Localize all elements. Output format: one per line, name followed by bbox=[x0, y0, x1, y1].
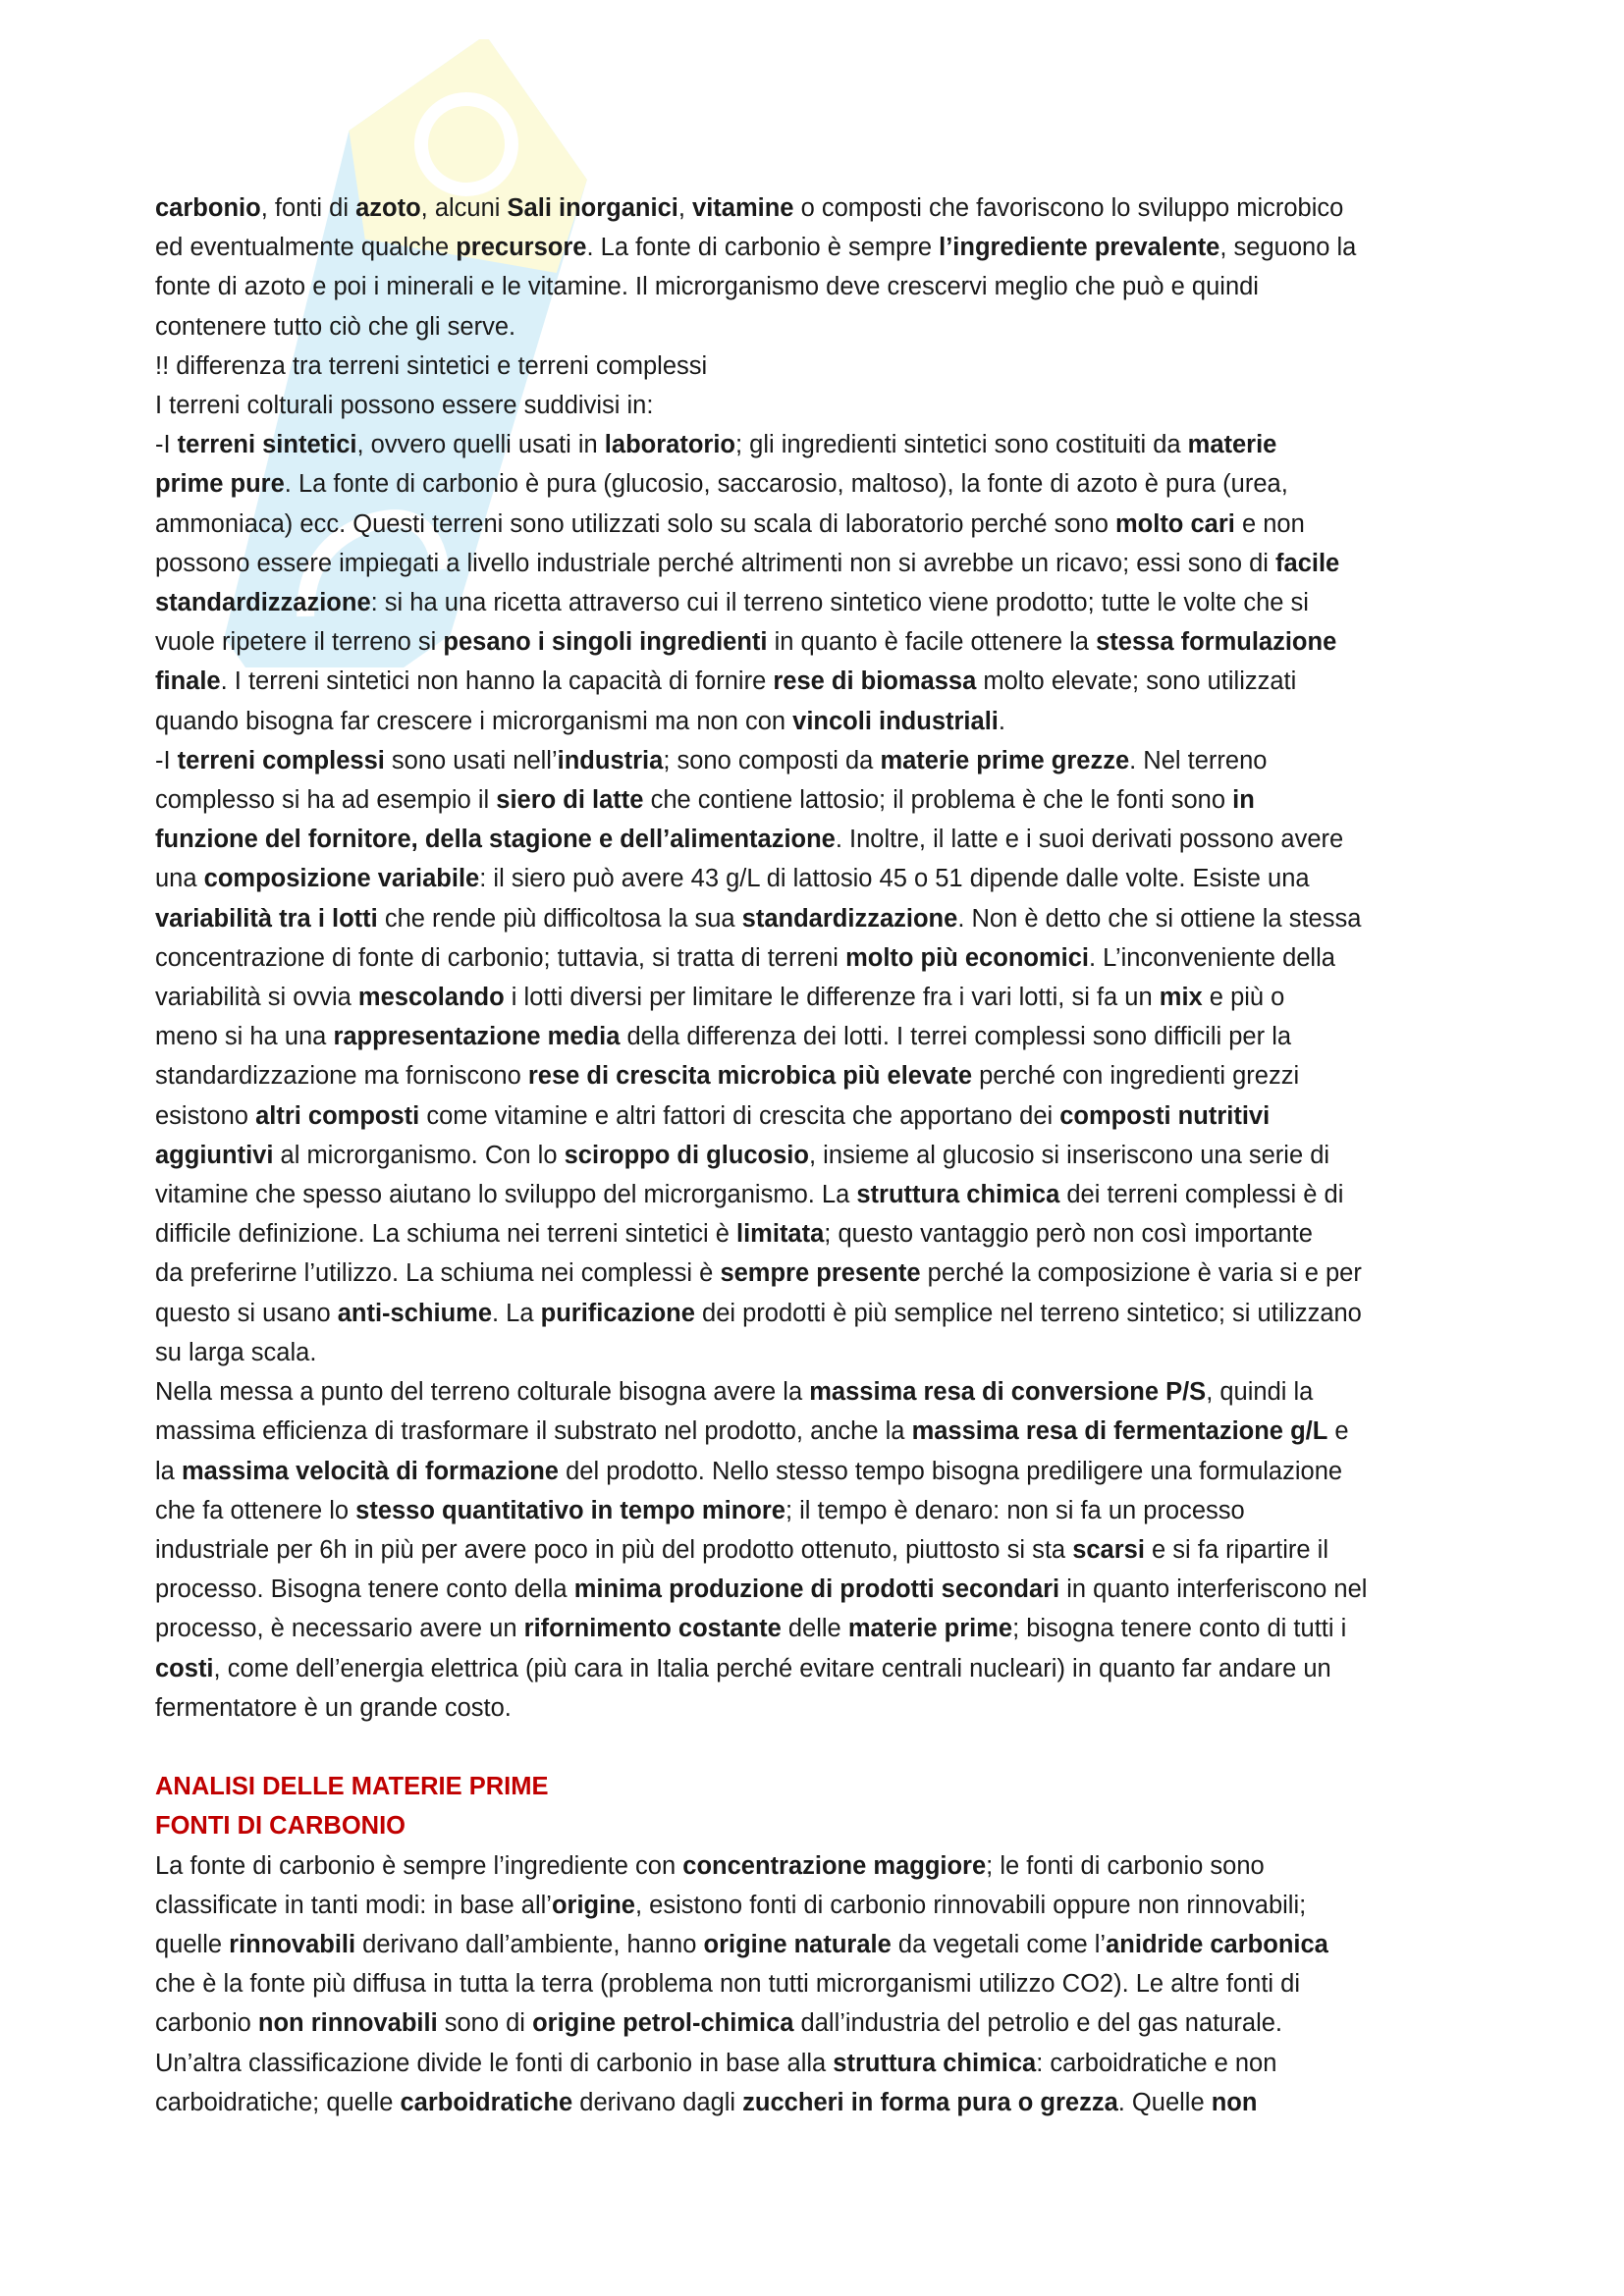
bold-term: siero di latte bbox=[496, 786, 644, 815]
text-run: o composti che favoriscono lo sviluppo microbico bbox=[793, 194, 1344, 222]
bold-term: origine naturale bbox=[703, 1930, 892, 1958]
text-run: che fa ottenere lo bbox=[155, 1496, 356, 1524]
bold-term: struttura chimica bbox=[833, 2049, 1037, 2077]
bold-term: scarsi bbox=[1072, 1535, 1145, 1564]
text-line bbox=[155, 1688, 1481, 1728]
text-run: perché la composizione è varia si e per bbox=[920, 1259, 1362, 1288]
text-line bbox=[155, 1530, 1481, 1570]
bold-term: massima velocità di formazione bbox=[181, 1457, 559, 1485]
text-run: . La fonte di carbonio è pura (glucosio, saccarosio, maltoso), la fonte di azoto è pura (urea, bbox=[284, 470, 1288, 499]
bold-term: carboidratiche bbox=[400, 2088, 573, 2116]
text-line bbox=[155, 2003, 1481, 2043]
text-line bbox=[155, 1649, 1481, 1688]
bold-term: laboratorio bbox=[604, 431, 735, 459]
text-run: . Quelle bbox=[1117, 2088, 1212, 2116]
text-line bbox=[155, 938, 1481, 978]
bold-term: rinnovabili bbox=[229, 1930, 356, 1958]
text-line bbox=[155, 780, 1481, 820]
text-run: e più o bbox=[1202, 984, 1285, 1012]
bold-term: molto cari bbox=[1114, 509, 1235, 538]
bold-term: azoto bbox=[355, 194, 421, 222]
text-run: quelle bbox=[155, 1930, 230, 1958]
text-line bbox=[155, 386, 1481, 425]
text-line bbox=[155, 425, 1481, 464]
bold-term: origine petrol-chimica bbox=[532, 2009, 794, 2038]
bold-term: molto più economici bbox=[845, 943, 1089, 972]
bold-term: sciroppo di glucosio bbox=[564, 1141, 809, 1169]
text-line bbox=[155, 1056, 1481, 1095]
text-run: . Nel terreno bbox=[1129, 746, 1268, 774]
bold-term: stessa formulazione bbox=[1096, 628, 1337, 657]
bold-term: aggiuntivi bbox=[155, 1141, 274, 1169]
bold-term: vincoli industriali bbox=[792, 707, 999, 735]
text-run: . Inoltre, il latte e i suoi derivati possono avere bbox=[835, 826, 1344, 854]
text-run: La fonte di carbonio è sempre l’ingrediente con bbox=[155, 1851, 683, 1880]
blank-line bbox=[155, 1728, 1481, 1767]
bold-term: massima resa di conversione P/S bbox=[809, 1378, 1207, 1407]
bold-term: rifornimento costante bbox=[523, 1615, 782, 1643]
text-run: delle bbox=[781, 1615, 848, 1643]
document-page bbox=[155, 188, 1481, 2122]
bold-term: rappresentazione media bbox=[333, 1023, 621, 1051]
bold-term: precursore bbox=[456, 234, 587, 262]
text-run: ; le fonti di carbonio sono bbox=[986, 1851, 1265, 1880]
text-run: Nella messa a punto del terreno colturale bisogna avere la bbox=[155, 1378, 810, 1407]
text-line bbox=[155, 1491, 1481, 1530]
text-line bbox=[155, 1372, 1481, 1412]
text-run: , come dell’energia elettrica (più cara in Italia perché evitare centrali nucleari) in quanto far andare un bbox=[213, 1654, 1331, 1682]
text-line bbox=[155, 1333, 1481, 1372]
text-line bbox=[155, 583, 1481, 622]
section-heading: FONTI DI CARBONIO bbox=[155, 1812, 406, 1841]
text-run: e non bbox=[1234, 509, 1305, 538]
text-run: . L’inconveniente della bbox=[1089, 943, 1335, 972]
text-run: . La fonte di carbonio è sempre bbox=[586, 234, 940, 262]
text-line bbox=[155, 1570, 1481, 1609]
text-run: ; sono composti da bbox=[663, 746, 881, 774]
bold-term: costi bbox=[155, 1654, 214, 1682]
bold-term: in bbox=[1232, 786, 1255, 815]
text-run: esistono bbox=[155, 1101, 256, 1130]
text-line bbox=[155, 1412, 1481, 1451]
text-run: che contiene lattosio; il problema è che le fonti sono bbox=[643, 786, 1233, 815]
bold-term: standardizzazione bbox=[155, 589, 371, 617]
text-line bbox=[155, 188, 1481, 228]
bold-term: zuccheri in forma pura o grezza bbox=[742, 2088, 1118, 2116]
bold-term: anidride carbonica bbox=[1106, 1930, 1328, 1958]
text-run: ammoniaca) ecc. Questi terreni sono utilizzati solo su scala di laboratorio perché sono bbox=[155, 509, 1115, 538]
text-run: , quindi la bbox=[1206, 1378, 1314, 1407]
bold-term: l’ingrediente prevalente bbox=[939, 234, 1220, 262]
text-run: possono essere impiegati a livello industriale perché altrimenti non si avrebbe un ricavo; essi sono di bbox=[155, 549, 1276, 577]
text-run: : carboidratiche e non bbox=[1036, 2049, 1277, 2077]
bold-term: composti nutritivi bbox=[1059, 1101, 1271, 1130]
text-run: e si fa ripartire il bbox=[1144, 1535, 1328, 1564]
bold-term: Sali inorganici bbox=[507, 194, 678, 222]
bold-term: facile bbox=[1275, 549, 1340, 577]
bold-term: sempre presente bbox=[720, 1259, 921, 1288]
bold-term: purificazione bbox=[540, 1299, 695, 1327]
bold-term: mescolando bbox=[357, 984, 505, 1012]
bold-term: rese di crescita microbica più elevate bbox=[527, 1062, 973, 1091]
text-line bbox=[155, 1846, 1481, 1886]
text-run: carbonio bbox=[155, 2009, 258, 2038]
text-run: , ovvero quelli usati in bbox=[356, 431, 605, 459]
text-line bbox=[155, 464, 1481, 504]
text-run: , fonti di bbox=[260, 194, 356, 222]
bold-term: terreni complessi bbox=[177, 746, 385, 774]
bold-term: minima produzione di prodotti secondari bbox=[573, 1575, 1060, 1604]
text-run: !! differenza tra terreni sintetici e terreni complessi bbox=[155, 351, 708, 380]
text-run: molto elevate; sono utilizzati bbox=[976, 667, 1297, 696]
bold-term: massima resa di fermentazione g/L bbox=[911, 1417, 1328, 1446]
text-run: I terreni colturali possono essere suddivisi in: bbox=[155, 392, 654, 420]
text-run: e bbox=[1327, 1417, 1349, 1446]
text-line bbox=[155, 820, 1481, 859]
text-run: da vegetali come l’ bbox=[891, 1930, 1107, 1958]
text-run: variabilità si ovvia bbox=[155, 984, 358, 1012]
text-run: ; questo vantaggio però non così importante bbox=[824, 1220, 1313, 1249]
text-run: : il siero può avere 43 g/L di lattosio 45 o 51 dipende dalle volte. Esiste una bbox=[479, 865, 1310, 893]
text-run: meno si ha una bbox=[155, 1023, 334, 1051]
text-line bbox=[155, 1136, 1481, 1175]
text-run: Un’altra classificazione divide le fonti di carbonio in base alla bbox=[155, 2049, 834, 2077]
text-run: quando bisogna far crescere i microrganismi ma non con bbox=[155, 707, 793, 735]
text-line bbox=[155, 1886, 1481, 1925]
text-line bbox=[155, 544, 1481, 583]
text-line bbox=[155, 1017, 1481, 1056]
text-line bbox=[155, 2044, 1481, 2083]
bold-term: stesso quantitativo in tempo minore bbox=[355, 1496, 785, 1524]
text-line bbox=[155, 505, 1481, 544]
text-line bbox=[155, 1806, 1481, 1845]
text-run: . La bbox=[492, 1299, 541, 1327]
text-run: , bbox=[677, 194, 693, 222]
bold-term: carbonio bbox=[155, 194, 261, 222]
text-run: processo, è necessario avere un bbox=[155, 1615, 524, 1643]
section-heading: ANALISI DELLE MATERIE PRIME bbox=[155, 1773, 549, 1801]
bold-term: industria bbox=[557, 746, 664, 774]
text-run: fonte di azoto e poi i minerali e le vitamine. Il microrganismo deve crescervi meglio che può e quindi bbox=[155, 273, 1259, 301]
text-line bbox=[155, 1925, 1481, 1964]
text-line bbox=[155, 1294, 1481, 1333]
text-run: perché con ingredienti grezzi bbox=[972, 1062, 1300, 1091]
text-run: questo si usano bbox=[155, 1299, 338, 1327]
text-line bbox=[155, 228, 1481, 267]
text-run: vitamine che spesso aiutano lo sviluppo del microrganismo. La bbox=[155, 1181, 857, 1209]
text-run: , alcuni bbox=[420, 194, 508, 222]
text-run: vuole ripetere il terreno si bbox=[155, 628, 444, 657]
text-run: standardizzazione ma forniscono bbox=[155, 1062, 528, 1091]
text-run: complesso si ha ad esempio il bbox=[155, 786, 497, 815]
text-run: dei prodotti è più semplice nel terreno sintetico; si utilizzano bbox=[694, 1299, 1362, 1327]
text-run: concentrazione di fonte di carbonio; tuttavia, si tratta di terreni bbox=[155, 943, 846, 972]
text-run: , seguono la bbox=[1219, 234, 1357, 262]
text-run: contenere tutto ciò che gli serve. bbox=[155, 312, 516, 341]
text-run: del prodotto. Nello stesso tempo bisogna prediligere una formulazione bbox=[559, 1457, 1343, 1485]
text-line bbox=[155, 622, 1481, 662]
text-run: su larga scala. bbox=[155, 1338, 317, 1366]
bold-term: variabilità tra i lotti bbox=[155, 904, 378, 933]
text-run: una bbox=[155, 865, 204, 893]
text-run: -I bbox=[155, 431, 178, 459]
bold-term: funzione del fornitore, della stagione e dell’alimentazione bbox=[155, 826, 836, 854]
bold-term: materie bbox=[1187, 431, 1277, 459]
text-line bbox=[155, 978, 1481, 1017]
text-run: carboidratiche; quelle bbox=[155, 2088, 401, 2116]
text-line bbox=[155, 1175, 1481, 1214]
text-line bbox=[155, 662, 1481, 701]
text-run: dall’industria del petrolio e del gas naturale. bbox=[793, 2009, 1283, 2038]
text-run: . bbox=[998, 707, 1005, 735]
text-line bbox=[155, 702, 1481, 741]
text-line bbox=[155, 347, 1481, 386]
text-run: i lotti diversi per limitare le differenze fra i vari lotti, si fa un bbox=[504, 984, 1160, 1012]
bold-term: pesano i singoli ingredienti bbox=[443, 628, 768, 657]
text-run: ; il tempo è denaro: non si fa un processo bbox=[785, 1496, 1245, 1524]
bold-term: limitata bbox=[736, 1220, 825, 1249]
text-run: ed eventualmente qualche bbox=[155, 234, 457, 262]
text-run: derivano dall’ambiente, hanno bbox=[355, 1930, 704, 1958]
text-run: della differenza dei lotti. I terrei complessi sono difficili per la bbox=[620, 1023, 1292, 1051]
bold-term: mix bbox=[1159, 984, 1203, 1012]
text-line bbox=[155, 1767, 1481, 1806]
text-line bbox=[155, 1096, 1481, 1136]
text-line bbox=[155, 2083, 1481, 2122]
bold-term: non rinnovabili bbox=[257, 2009, 438, 2038]
text-run: dei terreni complessi è di bbox=[1059, 1181, 1344, 1209]
text-run: sono usati nell’ bbox=[384, 746, 558, 774]
text-run: fermentatore è un grande costo. bbox=[155, 1693, 512, 1722]
text-line bbox=[155, 1214, 1481, 1254]
text-run: industriale per 6h in più per avere poco in più del prodotto ottenuto, piuttosto si sta bbox=[155, 1535, 1073, 1564]
bold-term: concentrazione maggiore bbox=[682, 1851, 987, 1880]
text-run: derivano dagli bbox=[572, 2088, 743, 2116]
bold-term: origine bbox=[551, 1891, 635, 1919]
bold-term: standardizzazione bbox=[741, 904, 958, 933]
text-run: la bbox=[155, 1457, 182, 1485]
text-run: che rende più difficoltosa la sua bbox=[377, 904, 742, 933]
text-line bbox=[155, 859, 1481, 898]
text-run: . I terreni sintetici non hanno la capacità di fornire bbox=[220, 667, 774, 696]
text-line bbox=[155, 1964, 1481, 2003]
text-run: . Non è detto che si ottiene la stessa bbox=[957, 904, 1362, 933]
text-run: da preferirne l’utilizzo. La schiuma nei complessi è bbox=[155, 1259, 721, 1288]
text-run: ; bisogna tenere conto di tutti i bbox=[1012, 1615, 1347, 1643]
text-run: che è la fonte più diffusa in tutta la terra (problema non tutti microrganismi utilizzo CO2). Le altre fonti di bbox=[155, 1970, 1301, 1999]
text-line bbox=[155, 1609, 1481, 1648]
text-run: in quanto è facile ottenere la bbox=[767, 628, 1097, 657]
bold-term: altri composti bbox=[255, 1101, 420, 1130]
text-line bbox=[155, 1452, 1481, 1491]
text-line bbox=[155, 741, 1481, 780]
text-run: al microrganismo. Con lo bbox=[273, 1141, 565, 1169]
text-run: massima efficienza di trasformare il substrato nel prodotto, anche la bbox=[155, 1417, 912, 1446]
bold-term: rese di biomassa bbox=[773, 667, 977, 696]
text-line bbox=[155, 1254, 1481, 1293]
text-line bbox=[155, 307, 1481, 347]
bold-term: non bbox=[1211, 2088, 1258, 2116]
text-run: in quanto interferiscono nel bbox=[1059, 1575, 1368, 1604]
bold-term: materie prime grezze bbox=[880, 746, 1130, 774]
text-line bbox=[155, 267, 1481, 306]
bold-term: composizione variabile bbox=[203, 865, 480, 893]
text-run: ; gli ingredienti sintetici sono costituiti da bbox=[734, 431, 1188, 459]
text-run: , insieme al glucosio si inseriscono una serie di bbox=[808, 1141, 1330, 1169]
text-run: -I bbox=[155, 746, 178, 774]
text-run: , esistono fonti di carbonio rinnovabili oppure non rinnovabili; bbox=[634, 1891, 1307, 1919]
text-line bbox=[155, 899, 1481, 938]
bold-term: terreni sintetici bbox=[177, 431, 357, 459]
text-run: difficile definizione. La schiuma nei terreni sintetici è bbox=[155, 1220, 737, 1249]
text-run: sono di bbox=[437, 2009, 533, 2038]
bold-term: anti-schiume bbox=[337, 1299, 493, 1327]
text-run: processo. Bisogna tenere conto della bbox=[155, 1575, 574, 1604]
bold-term: vitamine bbox=[692, 194, 794, 222]
bold-term: struttura chimica bbox=[856, 1181, 1060, 1209]
text-run: classificate in tanti modi: in base all’ bbox=[155, 1891, 552, 1919]
text-run: : si ha una ricetta attraverso cui il terreno sintetico viene prodotto; tutte le volte che si bbox=[370, 589, 1309, 617]
bold-term: finale bbox=[155, 667, 221, 696]
bold-term: prime pure bbox=[155, 470, 285, 499]
text-run: come vitamine e altri fattori di crescita che apportano dei bbox=[419, 1101, 1060, 1130]
bold-term: materie prime bbox=[847, 1615, 1013, 1643]
